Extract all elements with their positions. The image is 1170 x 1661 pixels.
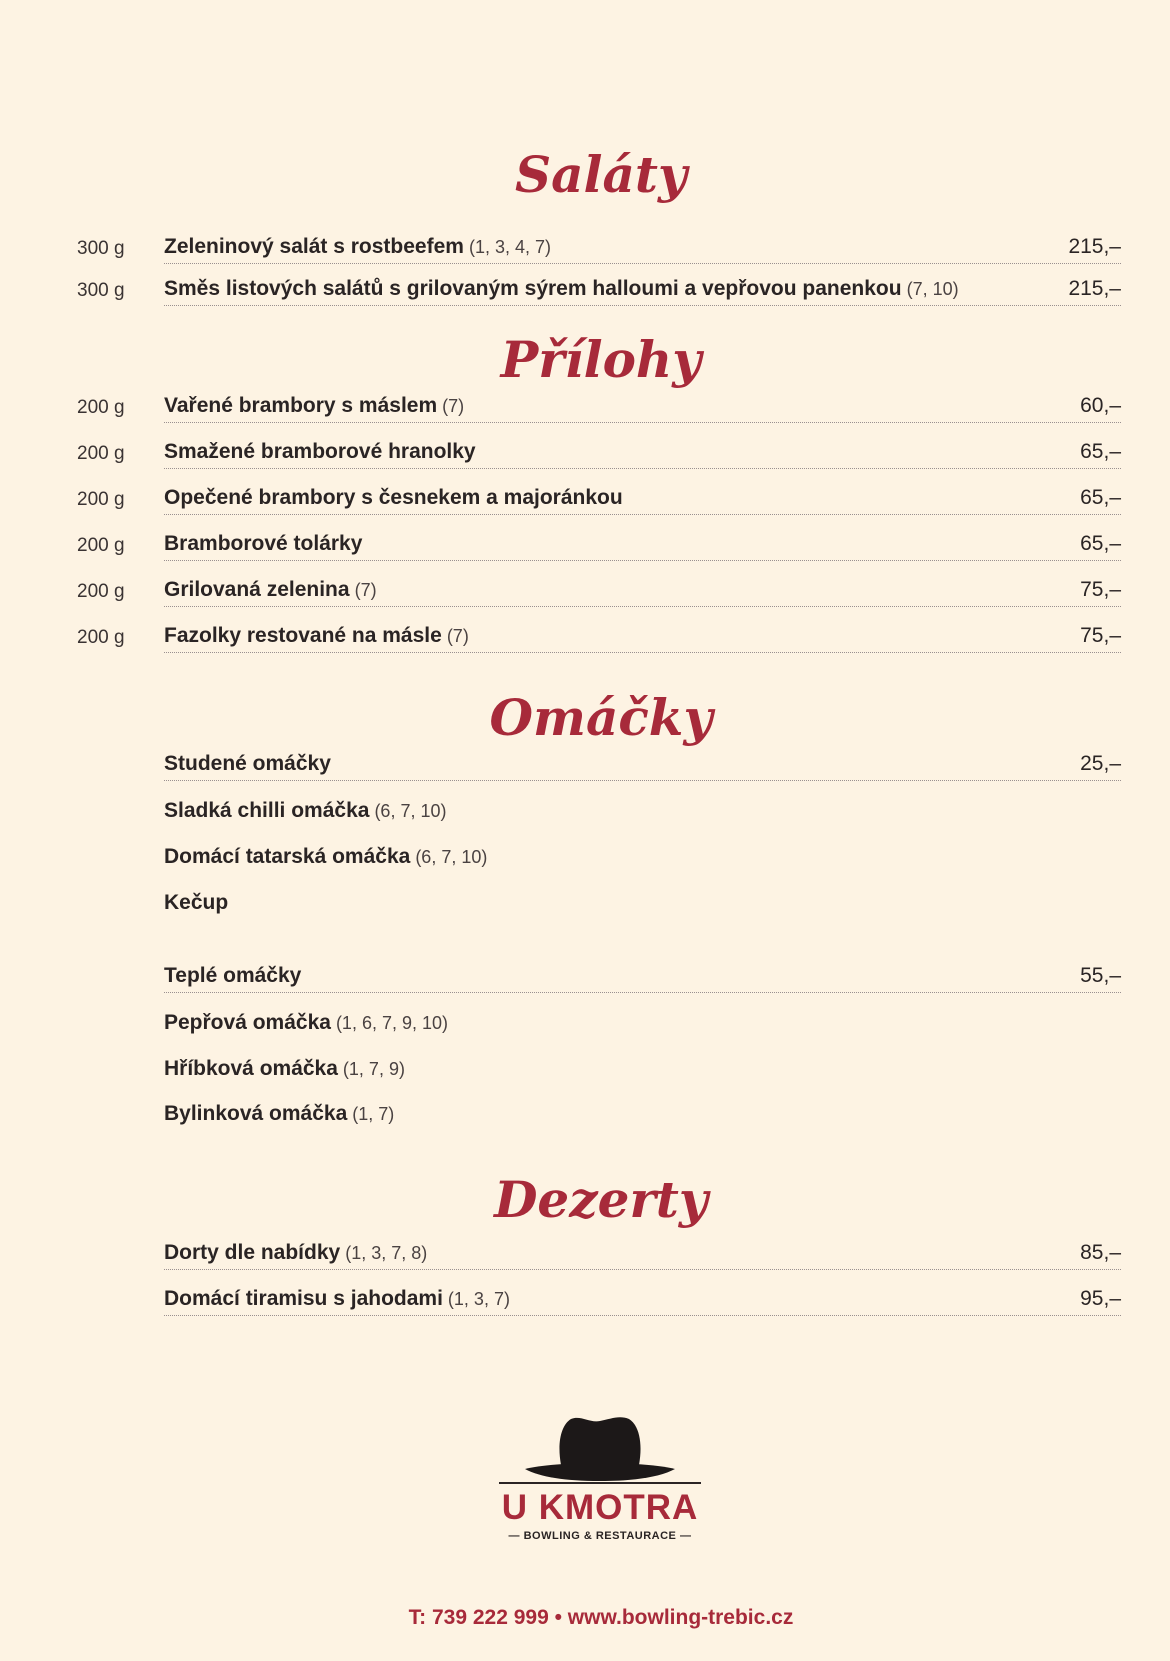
menu-row: [0, 485, 1170, 515]
logo-subtitle: — BOWLING & RESTAURACE —: [508, 1530, 692, 1542]
menu-row: [0, 276, 1170, 306]
menu-row: [0, 531, 1170, 561]
contact-line: T: 739 222 999 • www.bowling-trebic.cz: [408, 1606, 794, 1629]
menu-row: [0, 1100, 1170, 1130]
item-weight: 200 g: [77, 397, 125, 418]
item-name: Studené omáčky: [164, 752, 331, 775]
item-name: Směs listových salátů s grilovaným sýrem halloumi a vepřovou panenkou (7, 10): [164, 277, 959, 300]
item-name: Grilovaná zelenina (7): [164, 578, 377, 601]
item-name: Dorty dle nabídky (1, 3, 7, 8): [164, 1241, 428, 1264]
item-allergens: (1, 7): [352, 1104, 395, 1124]
item-name: Kečup: [164, 891, 229, 914]
menu-row: [0, 963, 1170, 993]
item-name: Vařené brambory s máslem (7): [164, 394, 465, 417]
menu-row: [0, 393, 1170, 423]
logo-title: U KMOTRA: [501, 1488, 699, 1527]
item-name: Domácí tatarská omáčka (6, 7, 10): [164, 845, 488, 868]
item-price: 65,–: [1080, 486, 1121, 509]
section-title-dezerty: Dezerty: [494, 1170, 708, 1229]
item-weight: 200 g: [77, 627, 125, 648]
item-weight: 300 g: [77, 238, 125, 259]
menu-row: [0, 1240, 1170, 1270]
section-title-omacky: Omáčky: [489, 688, 713, 747]
restaurant-logo: [495, 1413, 705, 1543]
item-name: Sladká chilli omáčka (6, 7, 10): [164, 799, 447, 822]
menu-row: [0, 623, 1170, 653]
item-name: Zeleninový salát s rostbeefem (1, 3, 4, 7): [164, 235, 551, 258]
item-price: 55,–: [1080, 964, 1121, 987]
menu-row: [0, 1286, 1170, 1316]
item-price: 75,–: [1080, 578, 1121, 601]
menu-row: [0, 439, 1170, 469]
item-allergens: (6, 7, 10): [415, 847, 488, 867]
item-weight: 300 g: [77, 280, 125, 301]
item-allergens: (1, 3, 4, 7): [468, 237, 551, 257]
item-allergens: (1, 3, 7, 8): [345, 1243, 428, 1263]
item-weight: 200 g: [77, 535, 125, 556]
item-name: Teplé omáčky: [164, 964, 302, 987]
item-price: 60,–: [1080, 394, 1121, 417]
item-weight: 200 g: [77, 581, 125, 602]
item-price: 95,–: [1080, 1287, 1121, 1310]
item-allergens: (6, 7, 10): [374, 801, 447, 821]
item-name: Pepřová omáčka (1, 6, 7, 9, 10): [164, 1011, 448, 1034]
item-price: 215,–: [1068, 235, 1121, 258]
menu-row: [0, 577, 1170, 607]
item-name: Fazolky restované na másle (7): [164, 624, 469, 647]
menu-row: [0, 1055, 1170, 1085]
menu-row: [0, 234, 1170, 264]
item-allergens: (7): [354, 580, 377, 600]
section-title-prilohy: Přílohy: [500, 330, 702, 389]
item-price: 65,–: [1080, 532, 1121, 555]
item-name: Domácí tiramisu s jahodami (1, 3, 7): [164, 1287, 510, 1310]
menu-row: [0, 797, 1170, 827]
item-weight: 200 g: [77, 489, 125, 510]
menu-row: [0, 751, 1170, 781]
menu-row: [0, 1009, 1170, 1039]
item-price: 25,–: [1080, 752, 1121, 775]
item-weight: 200 g: [77, 443, 125, 464]
item-name: Smažené bramborové hranolky: [164, 440, 476, 463]
item-allergens: (1, 7, 9): [342, 1059, 405, 1079]
item-name: Bylinková omáčka (1, 7): [164, 1102, 395, 1125]
item-name: Opečené brambory s česnekem a majoránkou: [164, 486, 623, 509]
item-allergens: (7): [446, 626, 469, 646]
item-price: 65,–: [1080, 440, 1121, 463]
menu-row: [0, 889, 1170, 919]
menu-row: [0, 843, 1170, 873]
item-allergens: (7): [442, 396, 465, 416]
section-title-salaty: Saláty: [514, 145, 688, 204]
item-price: 75,–: [1080, 624, 1121, 647]
item-allergens: (1, 6, 7, 9, 10): [335, 1013, 448, 1033]
item-price: 85,–: [1080, 1241, 1121, 1264]
item-name: Hříbková omáčka (1, 7, 9): [164, 1057, 405, 1080]
item-allergens: (7, 10): [906, 279, 959, 299]
item-name: Bramborové tolárky: [164, 532, 363, 555]
item-allergens: (1, 3, 7): [447, 1289, 510, 1309]
hat-icon: [495, 1413, 705, 1488]
item-price: 215,–: [1068, 277, 1121, 300]
